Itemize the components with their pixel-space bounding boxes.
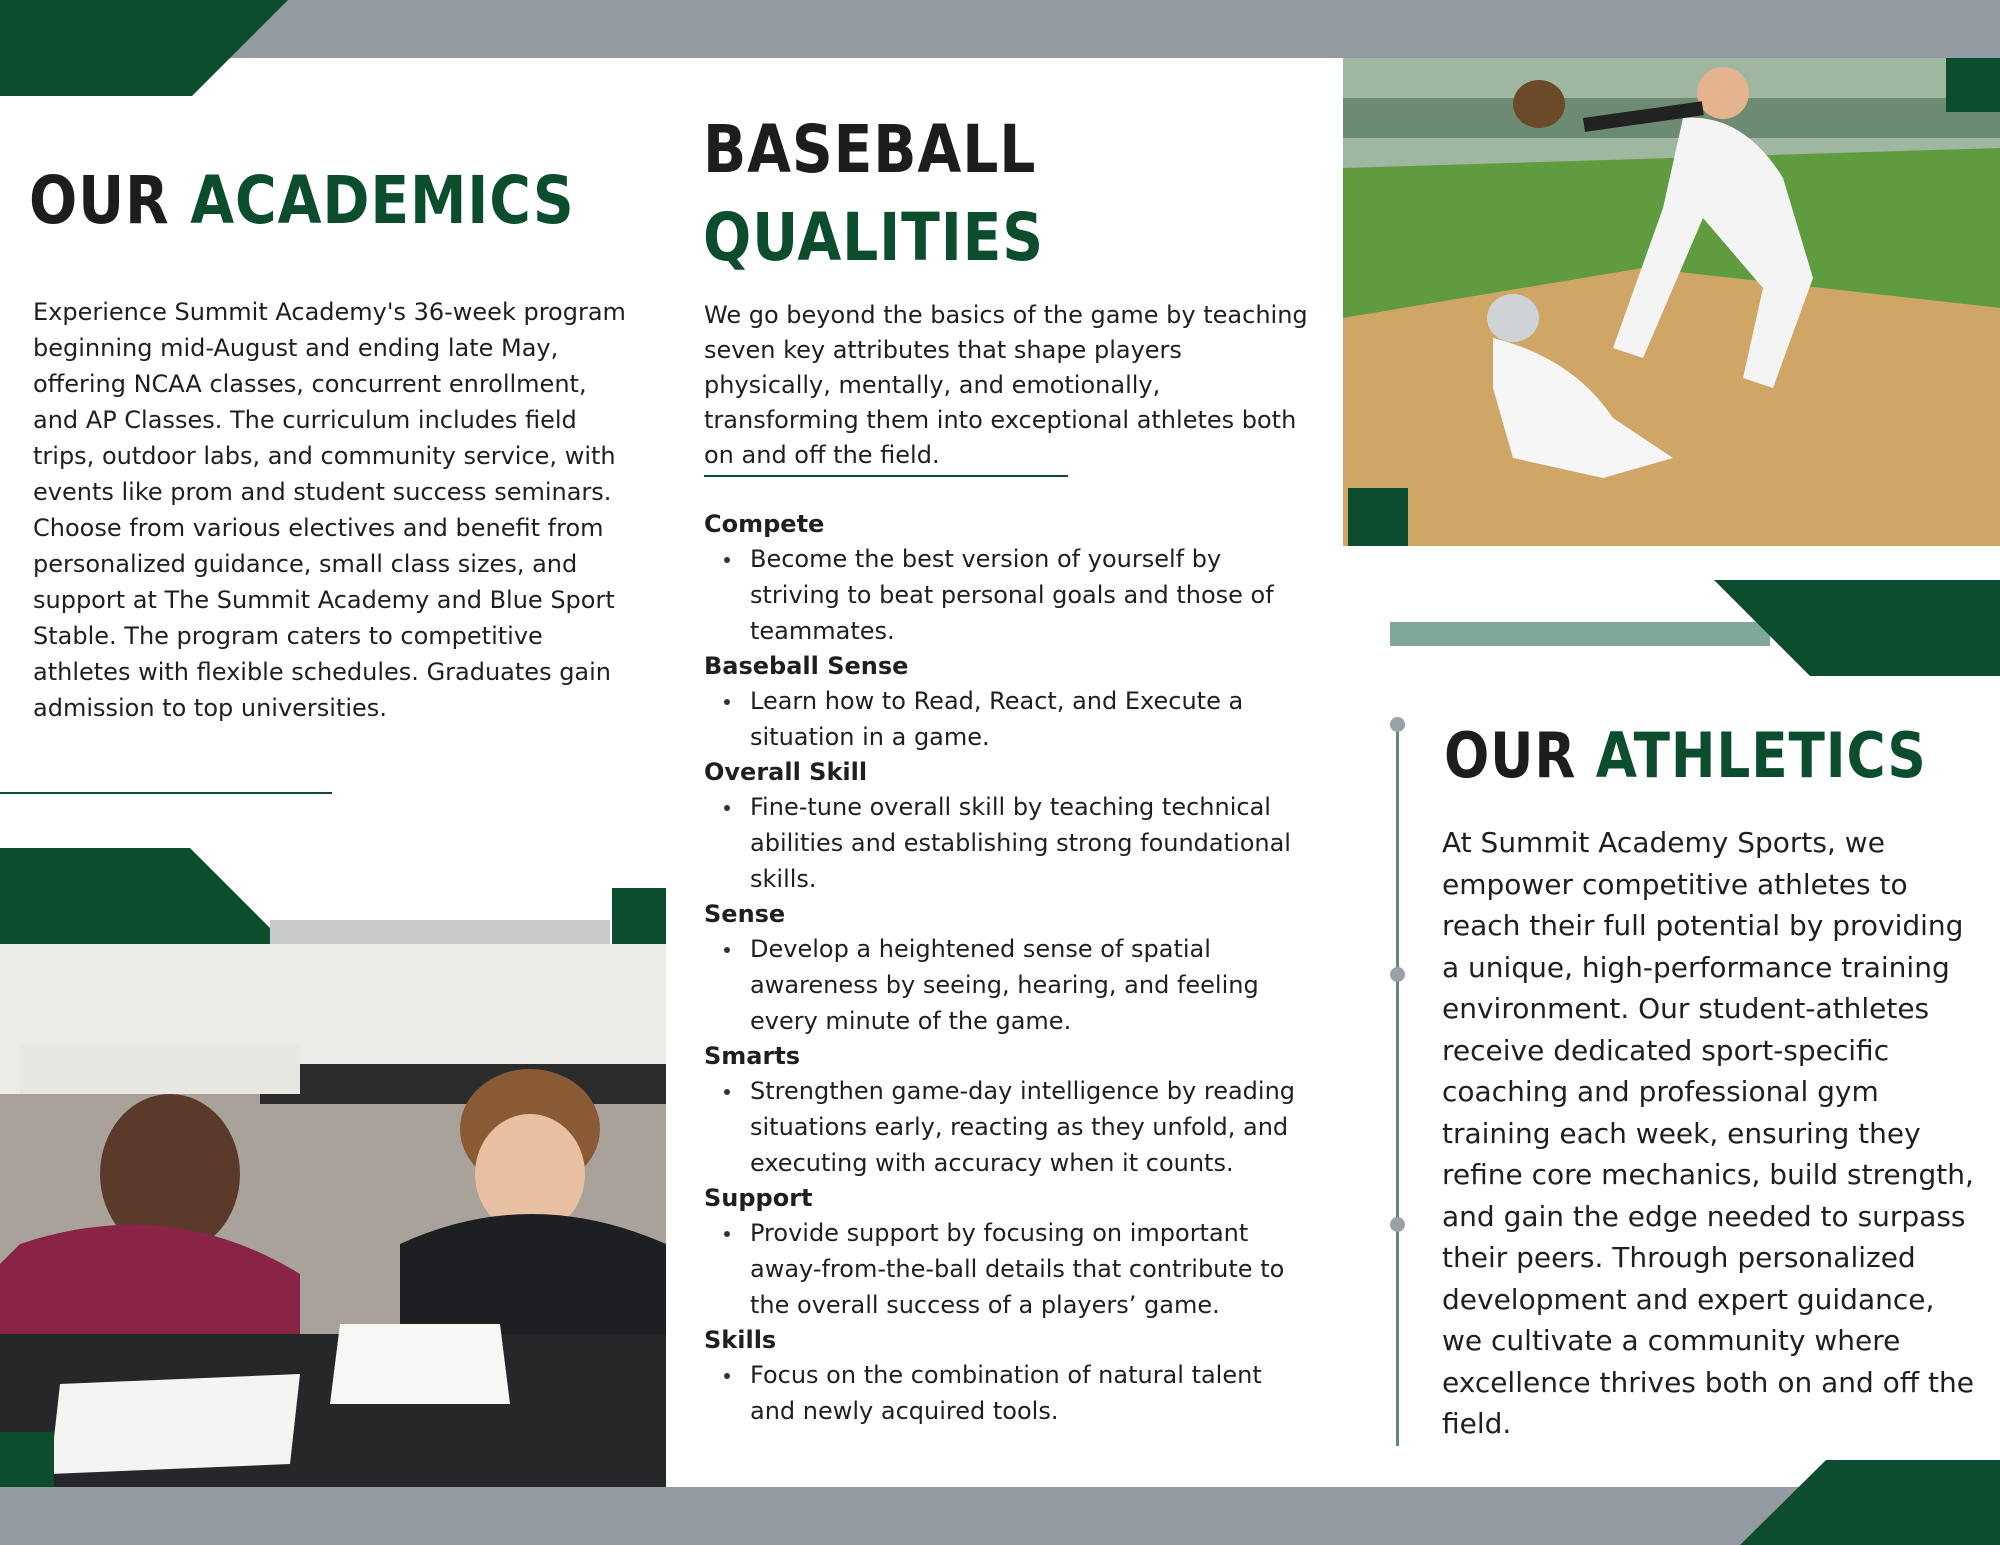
qualities-divider <box>704 475 1068 477</box>
quality-item <box>704 897 1314 1039</box>
bottom-right-green-corner <box>1740 1460 2000 1545</box>
quality-name: Skills <box>704 1326 777 1354</box>
quality-desc: Focus on the combination of natural talent and newly acquired tools. <box>704 1357 1314 1429</box>
quality-name: Baseball Sense <box>704 652 909 680</box>
quality-item <box>704 649 1314 755</box>
academics-heading-accent: ACADEMICS <box>190 162 575 239</box>
baseball-slide-photo <box>1343 58 2000 546</box>
athletics-heading-dark: OUR <box>1444 719 1577 792</box>
timeline-dot-icon <box>1390 967 1405 982</box>
athletics-heading <box>1444 719 1927 792</box>
quality-name: Support <box>704 1184 813 1212</box>
quality-item <box>704 1181 1314 1323</box>
quality-desc: Become the best version of yourself by striving to beat personal goals and those of teammates. <box>704 541 1314 649</box>
quality-name: Sense <box>704 900 786 928</box>
quality-item <box>704 755 1314 897</box>
quality-desc: Provide support by focusing on important away-from-the-ball details that contribute to the overall success of a players’ game. <box>704 1215 1314 1323</box>
timeline-dot-icon <box>1390 717 1405 732</box>
quality-name: Compete <box>704 510 825 538</box>
academics-heading-dark: OUR <box>29 162 170 239</box>
qualities-intro: We go beyond the basics of the game by teaching seven key attributes that shape players physically, mentally, and emotionally, transforming them into exceptional athletes both on and off the field. <box>704 301 1308 469</box>
academics-heading <box>29 162 575 239</box>
quality-desc: Develop a heightened sense of spatial awareness by seeing, hearing, and feeling every minute of the game. <box>704 931 1314 1039</box>
athletics-timeline-line <box>1396 724 1399 1446</box>
quality-name: Smarts <box>704 1042 801 1070</box>
academics-divider <box>0 792 332 794</box>
qualities-heading-line2: QUALITIES <box>703 199 1045 276</box>
quality-desc: Learn how to Read, React, and Execute a situation in a game. <box>704 683 1314 755</box>
academics-body: Experience Summit Academy's 36-week program beginning mid-August and ending late May, offering NCAA classes, concurrent enrollment, and AP Classes. The curriculum includes field trips, outdoor labs, and community service, with events like prom and student success seminars. Choose from various electives and benefit from personalized guidance, small class sizes, and support at The Summit Academy and Blue Sport Stable. The program caters to competitive athletes with flexible schedules. Graduates gain admission to top universities. <box>33 298 626 722</box>
athletics-heading-accent: ATHLETICS <box>1595 719 1927 792</box>
qualities-list <box>704 507 1314 1429</box>
quality-desc: Fine-tune overall skill by teaching technical abilities and establishing strong foundational skills. <box>704 789 1314 897</box>
classroom-study-photo <box>0 944 666 1487</box>
quality-item <box>704 1323 1314 1429</box>
athletics-header-shapes <box>1390 580 2000 676</box>
bottom-band <box>0 1487 2000 1545</box>
athletics-body: At Summit Academy Sports, we empower competitive athletes to reach their full potential by providing a unique, high-performance training environment. Our student-athletes receive dedicated sport-specific coaching and professional gym training each week, ensuring they refine core mechanics, build strength, and gain the edge needed to surpass their peers. Through personalized development and expert guidance, we cultivate a community where excellence thrives both on and off the field. <box>1442 826 1974 1440</box>
top-left-green-corner <box>0 0 290 96</box>
top-band <box>0 0 2000 58</box>
quality-name: Overall Skill <box>704 758 868 786</box>
qualities-heading-line1: BASEBALL <box>703 111 1037 188</box>
quality-item <box>704 507 1314 649</box>
classroom-photo-frame <box>0 848 666 944</box>
timeline-dot-icon <box>1390 1217 1405 1232</box>
quality-desc: Strengthen game-day intelligence by reading situations early, reacting as they unfold, and executing with accuracy when it counts. <box>704 1073 1314 1181</box>
quality-item <box>704 1039 1314 1181</box>
